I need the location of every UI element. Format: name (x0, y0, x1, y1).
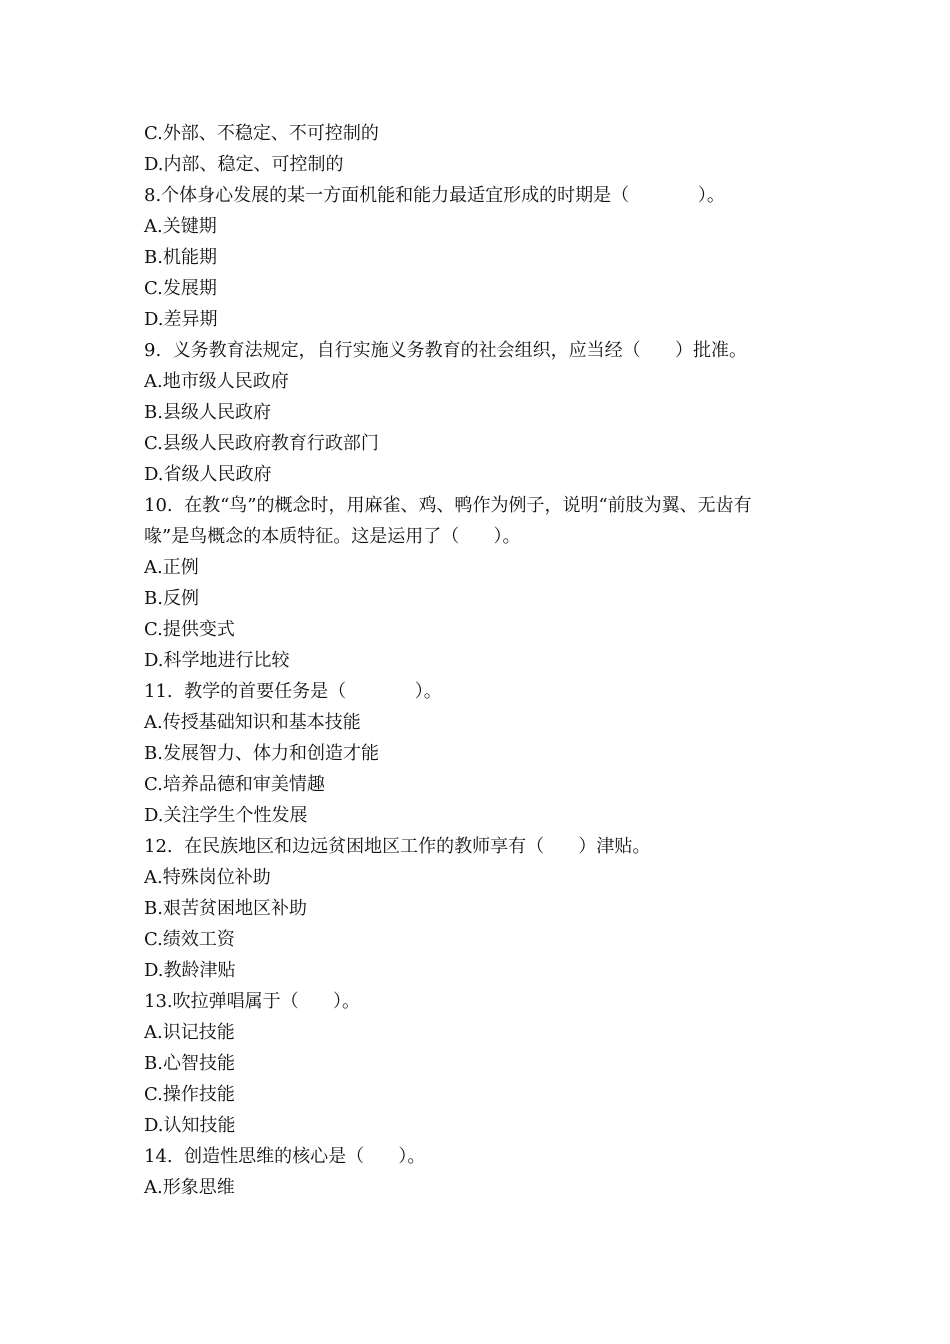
q12-option-d: D.教龄津贴 (144, 960, 236, 981)
q14-option-a: A.形象思维 (144, 1177, 235, 1198)
q11-option-d: D.关注学生个性发展 (144, 805, 308, 826)
q12-option-a: A.特殊岗位补助 (144, 867, 271, 888)
q8-option-d: D.差异期 (144, 309, 218, 330)
q10-option-a: A.正例 (144, 557, 199, 578)
q13-option-d: D.认知技能 (144, 1115, 236, 1136)
q9-option-a: A.地市级人民政府 (144, 371, 289, 392)
q10-stem-line-1: 10. 在教“鸟”的概念时，用麻雀、鸡、鸭作为例子，说明“前肢为翼、无齿有 (144, 495, 752, 516)
q13-option-a: A.识记技能 (144, 1022, 235, 1043)
q13-option-c: C.操作技能 (144, 1084, 235, 1105)
q9-stem: 9. 义务教育法规定，自行实施义务教育的社会组织，应当经（ ）批准。 (144, 340, 747, 361)
q10-option-b: B.反例 (144, 588, 199, 609)
q11-option-a: A.传授基础知识和基本技能 (144, 712, 361, 733)
q12-stem: 12. 在民族地区和边远贫困地区工作的教师享有（ ）津贴。 (144, 836, 651, 857)
q11-option-c: C.培养品德和审美情趣 (144, 774, 325, 795)
q14-stem: 14. 创造性思维的核心是（ ）。 (144, 1146, 426, 1167)
q7-option-d: D.内部、稳定、可控制的 (144, 154, 344, 175)
q8-stem: 8.个体身心发展的某一方面机能和能力最适宜形成的时期是（ ）。 (144, 185, 725, 206)
q7-option-c: C.外部、不稳定、不可控制的 (144, 123, 379, 144)
q12-option-b: B.艰苦贫困地区补助 (144, 898, 307, 919)
q8-option-c: C.发展期 (144, 278, 217, 299)
q8-option-a: A.关键期 (144, 216, 217, 237)
q10-option-c: C.提供变式 (144, 619, 235, 640)
question-text-block (144, 118, 824, 1203)
q11-stem: 11. 教学的首要任务是（ ）。 (144, 681, 442, 702)
q13-stem: 13.吹拉弹唱属于（ ）。 (144, 991, 360, 1012)
q13-option-b: B.心智技能 (144, 1053, 235, 1074)
q11-option-b: B.发展智力、体力和创造才能 (144, 743, 379, 764)
q10-stem-line-2: 喙”是鸟概念的本质特征。这是运用了（ ）。 (144, 526, 521, 547)
q10-option-d: D.科学地进行比较 (144, 650, 290, 671)
q8-option-b: B.机能期 (144, 247, 217, 268)
q9-option-b: B.县级人民政府 (144, 402, 271, 423)
q9-option-c: C.县级人民政府教育行政部门 (144, 433, 379, 454)
q12-option-c: C.绩效工资 (144, 929, 235, 950)
q9-option-d: D.省级人民政府 (144, 464, 272, 485)
